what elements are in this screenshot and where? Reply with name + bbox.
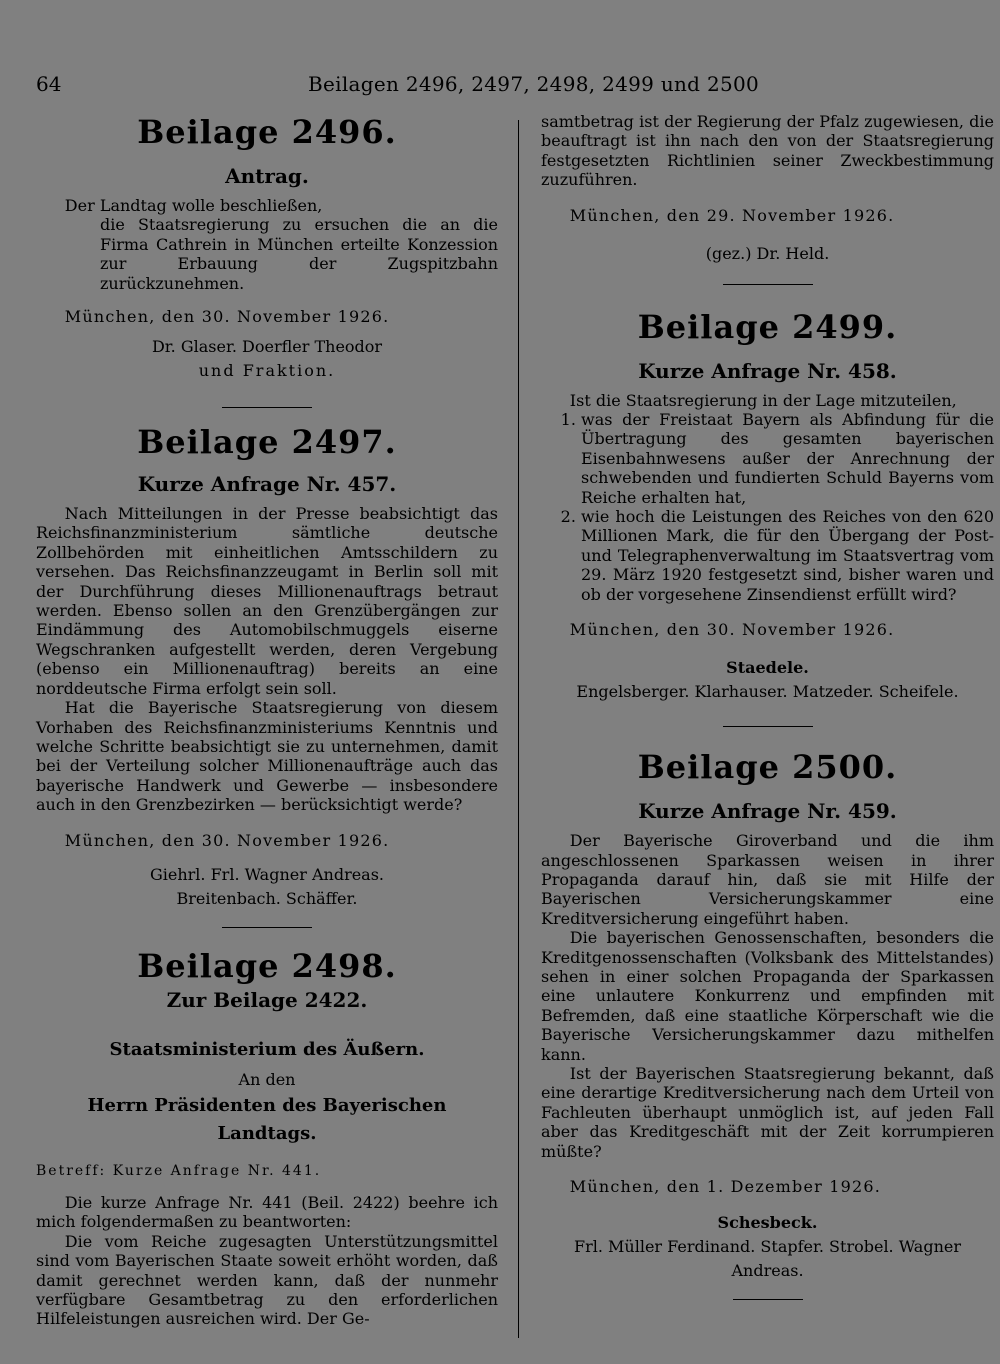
date-line: München, den 30. November 1926. [64, 307, 390, 327]
beilage-subtitle: Kurze Anfrage Nr. 457. [137, 472, 397, 497]
signature-line: Schesbeck. [717, 1213, 818, 1232]
signature-line: Frl. Müller Ferdinand. Stapfer. Strobel. Wagner Andreas. [574, 1237, 961, 1280]
page-number: 64 [36, 72, 62, 96]
signature-line: und Fraktion. [198, 361, 336, 381]
body-paragraph: Der Bayerische Giroverband und die ihm angeschlossenen Sparkassen weisen in ihrer Propaganda darauf hin, daß sie mit Hilfe der Bayerischen Versicherungskammer eine Kreditversicherung eingeführt haben. [541, 831, 994, 928]
beilage-title: Beilage 2500. [637, 748, 898, 787]
left-column [36, 112, 498, 1329]
beilage-title: Beilage 2497. [137, 423, 397, 462]
body-paragraph-continued: samtbetrag ist der Regierung der Pfalz zugewiesen, die beauftragt ist ihn nach den von der Staatsregierung festgesetzten Richtlinien seiner Zweckbestimmung zuzuführen. [541, 112, 994, 190]
section-rule [723, 726, 813, 727]
beilage-2497 [36, 422, 498, 928]
date-line: München, den 29. November 1926. [569, 205, 895, 225]
ministry-name: Staatsministerium des Äußern. [109, 1038, 425, 1060]
beilage-title: Beilage 2496. [137, 113, 397, 151]
running-title: Beilagen 2496, 2497, 2498, 2499 und 2500 [308, 72, 760, 96]
beilage-subtitle: Kurze Anfrage Nr. 458. [638, 358, 897, 383]
signature-line: (gez.) Dr. Held. [705, 243, 830, 263]
motion-text: die Staatsregierung zu ersuchen die an die Firma Cathrein in München erteilte Konzession zur Erbauung der Zugspitzbahn zurückzunehmen. [100, 215, 498, 293]
section-rule [733, 1299, 803, 1300]
signature-line: Engelsberger. Klarhauser. Matzeder. Scheifele. [576, 682, 959, 702]
body-paragraph: Die vom Reiche zugesagten Unterstützungsmittel sind vom Bayerischen Staate soweit erhöht worden, daß damit gerechnet werden kann, daß der nunmehr verfügbare Gesamtbetrag zu den erforderlichen Hilfeleistungen ausreichen wird. Der Ge- [36, 1231, 498, 1329]
beilage-2500 [541, 747, 994, 1300]
betreff-line: Betreff: Kurze Anfrage Nr. 441. [36, 1162, 322, 1179]
body-paragraph: Die bayerischen Genossenschaften, besonders die Kreditgenossenschaften (Volksbank des Mittelstandes) sehen in einer solchen Propaganda der Sparkassen eine unlautere Konkurrenz und empfinden mit Befremden, daß eine staatliche Körperschaft wie die Bayerische Versicherungskammer dazu mithelfen kann. [541, 928, 994, 1064]
beilage-2498-continued [541, 112, 994, 285]
beilage-2499 [541, 307, 994, 727]
section-rule [222, 407, 312, 408]
beilage-subtitle: Antrag. [225, 164, 309, 188]
signature-line: Breitenbach. Schäffer. [176, 888, 358, 908]
body-paragraph: Hat die Bayerische Staatsregierung von diesem Vorhaben des Reichsfinanzministeriums Kenntnis und welche Schritte beabsichtigt sie zu unternehmen, damit bei der Verteilung solcher Millionenaufträge auch das bayerische Handwerk und Gewerbe — insbesondere auch in den Grenzbezirken — berücksichtigt werde? [36, 698, 498, 815]
beilage-subtitle: Zur Beilage 2422. [166, 987, 368, 1012]
list-item: 1. was der Freistaat Bayern als Abfindung für die Übertragung des gesamten bayerischen Eisenbahnwesens außer der Anrechnung der schwebenden und fundierten Schuld Bayerns vom Reiche erhalten hat, [581, 410, 994, 507]
body-paragraph: Nach Mitteilungen in der Presse beabsichtigt das Reichsfinanzministerium sämtliche deutsche Zollbehörden mit einheitlichen Amtsschildern zu versehen. Das Reichsfinanzzeugamt in Berlin soll mit der Durchführung dieses Millionenauftrags betraut werden. Ebenso sollen an den Grenzübergängen zur Eindämmung des Automobilschmuggels eiserne Wegschranken aufgestellt werden, deren Vergebung (ebenso ein Millionenauftrag) bereits an eine norddeutsche Firma erfolgt sein soll. [36, 504, 498, 698]
addressee: Herrn Präsidenten des Bayerischen Landtags. [87, 1094, 447, 1144]
date-line: München, den 30. November 1926. [64, 830, 390, 850]
intro-text: Ist die Staatsregierung in der Lage mitzuteilen, [569, 390, 957, 410]
section-rule [723, 284, 813, 285]
beilage-title: Beilage 2499. [637, 307, 898, 346]
date-line: München, den 1. Dezember 1926. [569, 1177, 882, 1196]
right-column [541, 112, 994, 1300]
list-item: 2. wie hoch die Leistungen des Reiches von den 620 Millionen Mark, die für den Übergang der Post- und Telegraphenverwaltung im Staatsvertrag vom 29. März 1920 festgesetzt sind, bisher waren und ob der vorgesehene Zinsendienst erfüllt wird? [581, 507, 994, 604]
question-list [541, 410, 994, 604]
addressee-prefix: An den [238, 1069, 296, 1089]
body-paragraph: Die kurze Anfrage Nr. 441 (Beil. 2422) beehre ich mich folgendermaßen zu beantworten: [36, 1192, 498, 1232]
beilage-title: Beilage 2498. [137, 946, 397, 985]
beilage-subtitle: Kurze Anfrage Nr. 459. [638, 799, 897, 824]
section-rule [222, 927, 312, 928]
beilage-2496 [36, 112, 498, 408]
signature-line: Giehrl. Frl. Wagner Andreas. [149, 864, 385, 884]
signature-line: Staedele. [726, 658, 809, 678]
column-divider [518, 120, 519, 1338]
beilage-2498 [36, 946, 498, 1329]
date-line: München, den 30. November 1926. [569, 620, 895, 640]
signature-line: Dr. Glaser. Doerfler Theodor [151, 337, 383, 357]
body-paragraph: Ist der Bayerischen Staatsregierung bekannt, daß eine derartige Kreditversicherung nach dem Urteil von Fachleuten überhaupt unmöglich ist, auf jeden Fall aber das Kreditgeschäft mit der Zeit korrumpieren müßte? [541, 1063, 994, 1161]
intro-text: Der Landtag wolle beschließen, [64, 196, 323, 215]
